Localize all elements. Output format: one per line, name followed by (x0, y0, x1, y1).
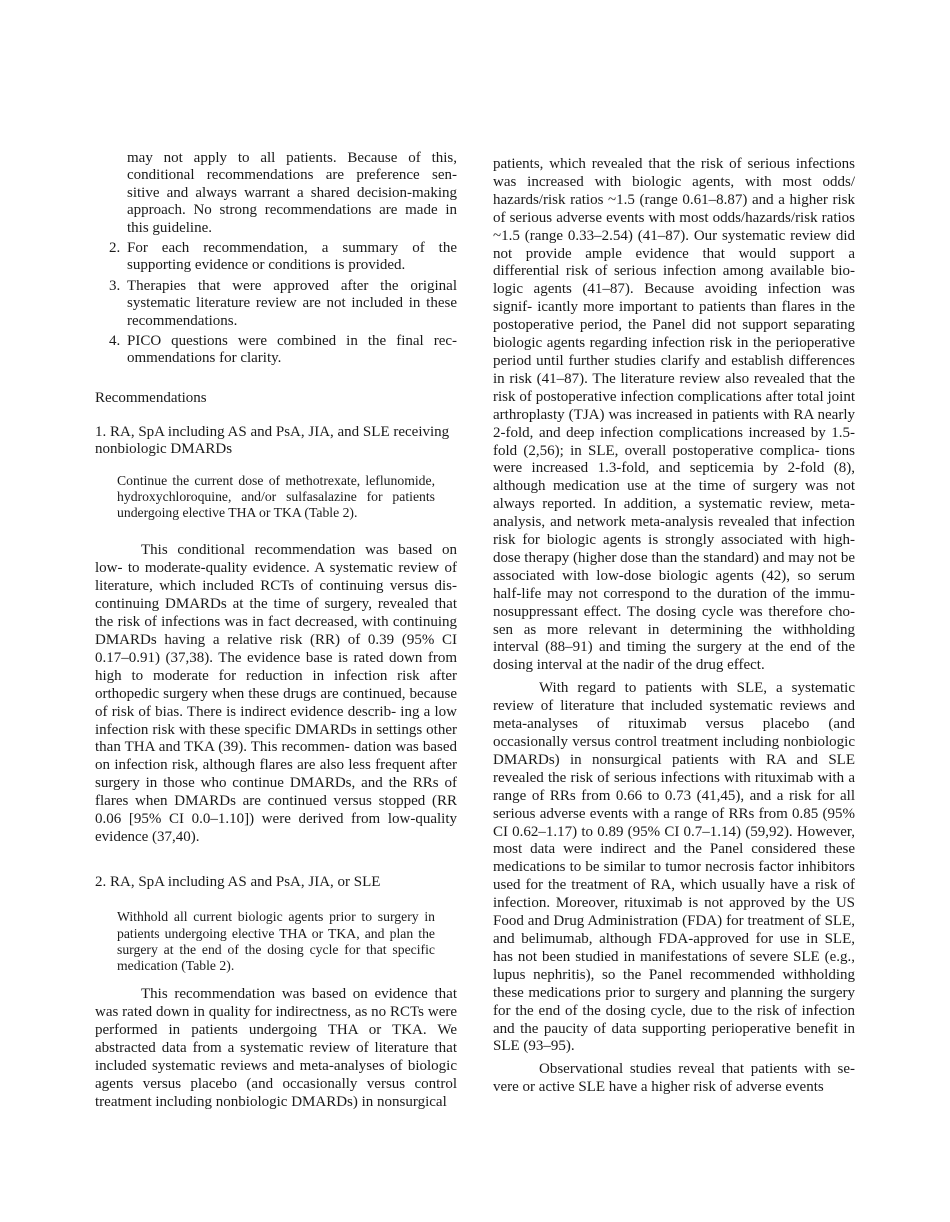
list-item-number: 3. (109, 277, 121, 294)
list-item-text: may not apply to all patients. Because of this, conditional recommendations are preference sen- sitive and always warrant a shared decision-making approach. No strong recommendations are made in this guideline. (127, 150, 457, 236)
section-heading: Recommendations (95, 389, 207, 406)
list-item-number: 4. (109, 333, 121, 350)
right-column (493, 156, 855, 1097)
body-paragraph: Observational studies reveal that patients with se- vere or active SLE have a higher risk of adverse events (493, 1061, 855, 1096)
recommendation-1-statement: Continue the current dose of methotrexate, leflunomide, hydroxychloroquine, and/or sulfasalazine for patients undergoing elective THA or TKA (Table 2). (117, 472, 435, 521)
recommendation-2-statement: Withhold all current biologic agents prior to surgery in patients undergoing elective THA or TKA, and plan the surgery at the end of the dosing cycle for that specific medication (Table 2). (117, 909, 435, 973)
list-item-text: PICO questions were combined in the final rec- ommendations for clarity. (127, 333, 457, 367)
list-item-number: 2. (109, 240, 121, 257)
list-item (95, 278, 457, 330)
body-paragraph: With regard to patients with SLE, a systematic review of literature that included systematic reviews and meta-analyses of rituximab versus placebo (and occasionally versus control treatment including nonbiologic DMARDs) in nonsurgical patients with RA and SLE revealed the risk of serious infections with rituximab with a range of RRs from 0.66 to 0.73 (41,45), and a risk for all serious adverse events with a range of RRs from 0.85 (95% CI 0.62–1.17) to 0.89 (95% CI 0.7–1.14) (59,92). However, most data were indirect and the Panel considered these medications to be similar to tumor necrosis factor inhibitors used for the treatment of RA, which usually have a risk of infection. Moreover, rituximab is not approved by the US Food and Drug Administration (FDA) for treatment of SLE, and belimumab, although FDA-approved for use in SLE, has not been studied in manifestations of severe SLE (e.g., lupus nephritis), so the Panel recommended withholding these medications prior to surgery and planning the surgery for the end of the dosing cycle, due to the risk of infection and the paucity of data supporting perioperative benefit in SLE (93–95). (493, 680, 855, 1055)
recommendation-1-paragraph: This conditional recommendation was based on low- to moderate-quality evidence. A systematic review of literature, which included RCTs of continuing versus dis- continuing DMARDs at the time of surgery, revealed that the risk of infections was in fact decreased, with continuing DMARDs having a relative risk (RR) of 0.39 (95% CI 0.17–0.91) (37,38). The evidence base is rated down from high to moderate for reduction in infection risk after orthopedic surgery when these drugs are continued, because of risk of bias. There is indirect evidence describ- ing a low infection risk with these specific DMARDs in settings other than THA and TKA (39). This recommen- dation was based on infection risk, although flares are also less frequent after surgery in those who continue DMARDs, and the RRs of flares when DMARDs are continued versus stopped (RR 0.06 [95% CI 0.0–1.10]) were derived from low-quality evidence (37,40). (95, 542, 457, 845)
recommendation-1-heading: 1. RA, SpA including AS and PsA, JIA, and SLE receiving nonbiologic DMARDs (95, 423, 450, 458)
list-item (95, 240, 457, 275)
left-column (95, 150, 457, 1112)
body-paragraph: patients, which revealed that the risk of serious infections was increased with biologic agents, with most odds/ hazards/risk ratios ~1.5 (range 0.61–8.87) and a higher risk of serious adverse events with most odds/hazards/risk ratios ~1.5 (range 0.33–2.54) (41–87). Our systematic review did not provide ample evidence that would support a differential risk of serious infection among available bio- logic agents (41–87). Because avoiding infection was signif- icantly more important to patients than flares in the postoperative period, the Panel did not support separating biologic agents regarding infection risk in the perioperative period until further studies clarify and establish differences in risk (41–87). The literature review also revealed that the risk of postoperative infection complications after total joint arthroplasty (TJA) was increased in patients with RA nearly 2-fold, and deep infection complications increased by 1.5-fold (2,56); in SLE, overall postoperative complica- tions were increased 1.3-fold, and septicemia by 2-fold (8), although medication use at the time of surgery was not always reported. In addition, a systematic review, meta-analysis, and network meta-analysis revealed that infection risk for biologic agents is strongly associated with high-dose therapy (higher dose than the standard) and may not be associated with low-dose biologic agents (42), so serum half-life may not correspond to the duration of the immu- nosuppressant effect. The dosing cycle was therefore cho- sen as more relevant in determining the withholding interval (88–91) and timing the surgery at the end of the dosing interval at the nadir of the drug effect. (493, 156, 855, 674)
recommendation-2-paragraph: This recommendation was based on evidence that was rated down in quality for indirectness, as no RCTs were performed in patients undergoing THA or TKA. We abstracted data from a systematic review of literature that included systematic reviews and meta-analyses of biologic agents versus placebo (and occasionally versus control treatment including nonbiologic DMARDs) in nonsurgical (95, 986, 457, 1110)
guideline-notes-list (95, 150, 457, 368)
list-item (95, 150, 457, 237)
recommendation-2-heading: 2. RA, SpA including AS and PsA, JIA, or SLE (95, 873, 381, 890)
list-item-text: For each recommendation, a summary of the supporting evidence or conditions is provided. (127, 240, 457, 274)
list-item (95, 333, 457, 368)
list-item-text: Therapies that were approved after the original systematic literature review are not included in these recommendations. (127, 277, 457, 329)
